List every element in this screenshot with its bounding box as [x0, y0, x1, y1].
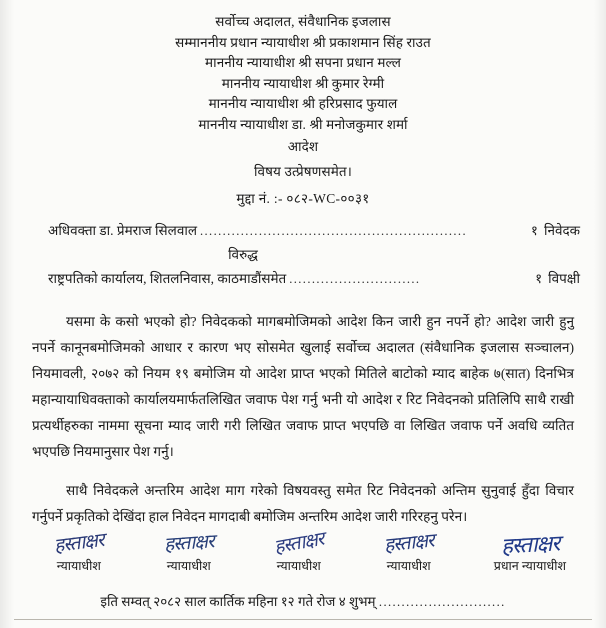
case-number: मुद्दा नं. :- ०८२-WC-००३१: [236, 191, 370, 207]
signature-title: प्रधान न्यायाधीश: [493, 559, 566, 573]
signature-justice-1: [54, 529, 104, 574]
respondent-name: राष्ट्रपतिको कार्यालय, शितलनिवास, काठमाडौंसमेत: [48, 271, 287, 286]
signature-justice-2: [164, 529, 214, 574]
signature-title: न्यायाधीश: [56, 559, 101, 573]
petitioner-name: अधिवक्ता डा. प्रेमराज सिलवाल: [48, 223, 197, 239]
signature-chief-justice: [494, 529, 566, 574]
order-body: [26, 309, 580, 530]
order-title: आदेश: [287, 139, 319, 155]
signature-mark: हस्ताक्षर: [52, 529, 105, 557]
signature-area: [26, 529, 580, 574]
signature-title: न्यायाधीश: [276, 559, 321, 573]
court-name: सर्वोच्च अदालत, संवैधानिक इजलास: [215, 14, 391, 29]
respondent-dots: .............................: [289, 272, 421, 286]
date-dots: ............................: [378, 595, 506, 609]
respondent-count: १: [535, 271, 543, 286]
court-heading: [26, 12, 580, 182]
signature-title: न्यायाधीश: [166, 559, 211, 573]
versus-label: विरुद्ध: [228, 247, 258, 263]
date-footer: [26, 592, 580, 610]
signature-title: न्यायाधीश: [386, 559, 431, 573]
signature-mark: हस्ताक्षर: [382, 529, 435, 557]
signature-mark: हस्ताक्षर: [500, 531, 560, 560]
petitioner-dots: ...........................................................: [200, 224, 467, 239]
petitioner-count: १: [530, 223, 538, 239]
justice-line-4: माननीय न्यायाधीश डा. श्री मनोजकुमार शर्मा: [198, 116, 408, 132]
signature-mark: हस्ताक्षर: [272, 527, 326, 559]
petitioner-row: [26, 220, 580, 243]
respondent-role: विपक्षी: [548, 271, 580, 286]
signature-justice-4: [384, 529, 434, 574]
parties-block: [26, 220, 580, 291]
signature-justice-3: [274, 529, 324, 574]
respondent-row: [26, 268, 580, 291]
order-paragraph-1: यसमा के कसो भएको हो? निवेदकको मागबमोजिमको आदेश किन जारी हुन नपर्ने हो? आदेश जारी हुनु नपर्ने कानूनबमोजिमको आधार र कारण भए सोसमेत खुलाई सर्वोच्च अदालत (संवैधानिक इजलास सञ्चालन) नियमावली, २०७२ को नियम १९ बमोजिम यो आदेश प्राप्त भएको मितिले बाटोको म्याद बाहेक ७(सात) दिनभित्र महान्यायाधिवक्ताको कार्यालयमार्फतलिखित जवाफ पेश गर्नु भनी यो आदेश र रिट निवेदनको प्रतिलिपि साथै राखी प्रत्यर्थीहरुका नाममा सूचना म्याद जारी गरी लिखित जवाफ प्राप्त भएपछि वा लिखित जवाफ पर्ने अवधि व्यतित भएपछि नियमानुसार पेश गर्नु।: [32, 313, 574, 460]
order-paragraph-2: साथै निवेदकले अन्तरिम आदेश माग गरेको विषयवस्तु समेत रिट निवेदनको अन्तिम सुनुवाई हुँदा विचार गर्नुपर्ने प्रकृतिको देखिंदा हाल निवेदन मागदाबी बमोजिम अन्तरिम आदेश जारी गरिरहनु परेन।: [32, 482, 574, 524]
justice-line-2: माननीय न्यायाधीश श्री कुमार रेग्मी: [221, 75, 385, 91]
chief-justice-line: सम्माननीय प्रधान न्यायाधीश श्री प्रकाशमान सिंह राउत: [175, 34, 431, 50]
signature-row: [26, 529, 580, 574]
signature-mark: हस्ताक्षर: [163, 530, 215, 556]
date-text: इति सम्वत् २०८२ साल कार्तिक महिना १२ गते रोज ४ शुभम्: [100, 594, 376, 609]
bottom-rule: [14, 619, 592, 620]
petitioner-role: निवेदक: [543, 223, 580, 239]
justice-line-1: माननीय न्यायाधीश श्री सपना प्रधान मल्ल: [205, 55, 401, 71]
justice-line-3: माननीय न्यायाधीश श्री हरिप्रसाद फुयाल: [208, 96, 398, 112]
subject-line: विषय उत्प्रेषणसमेत।: [254, 163, 352, 179]
